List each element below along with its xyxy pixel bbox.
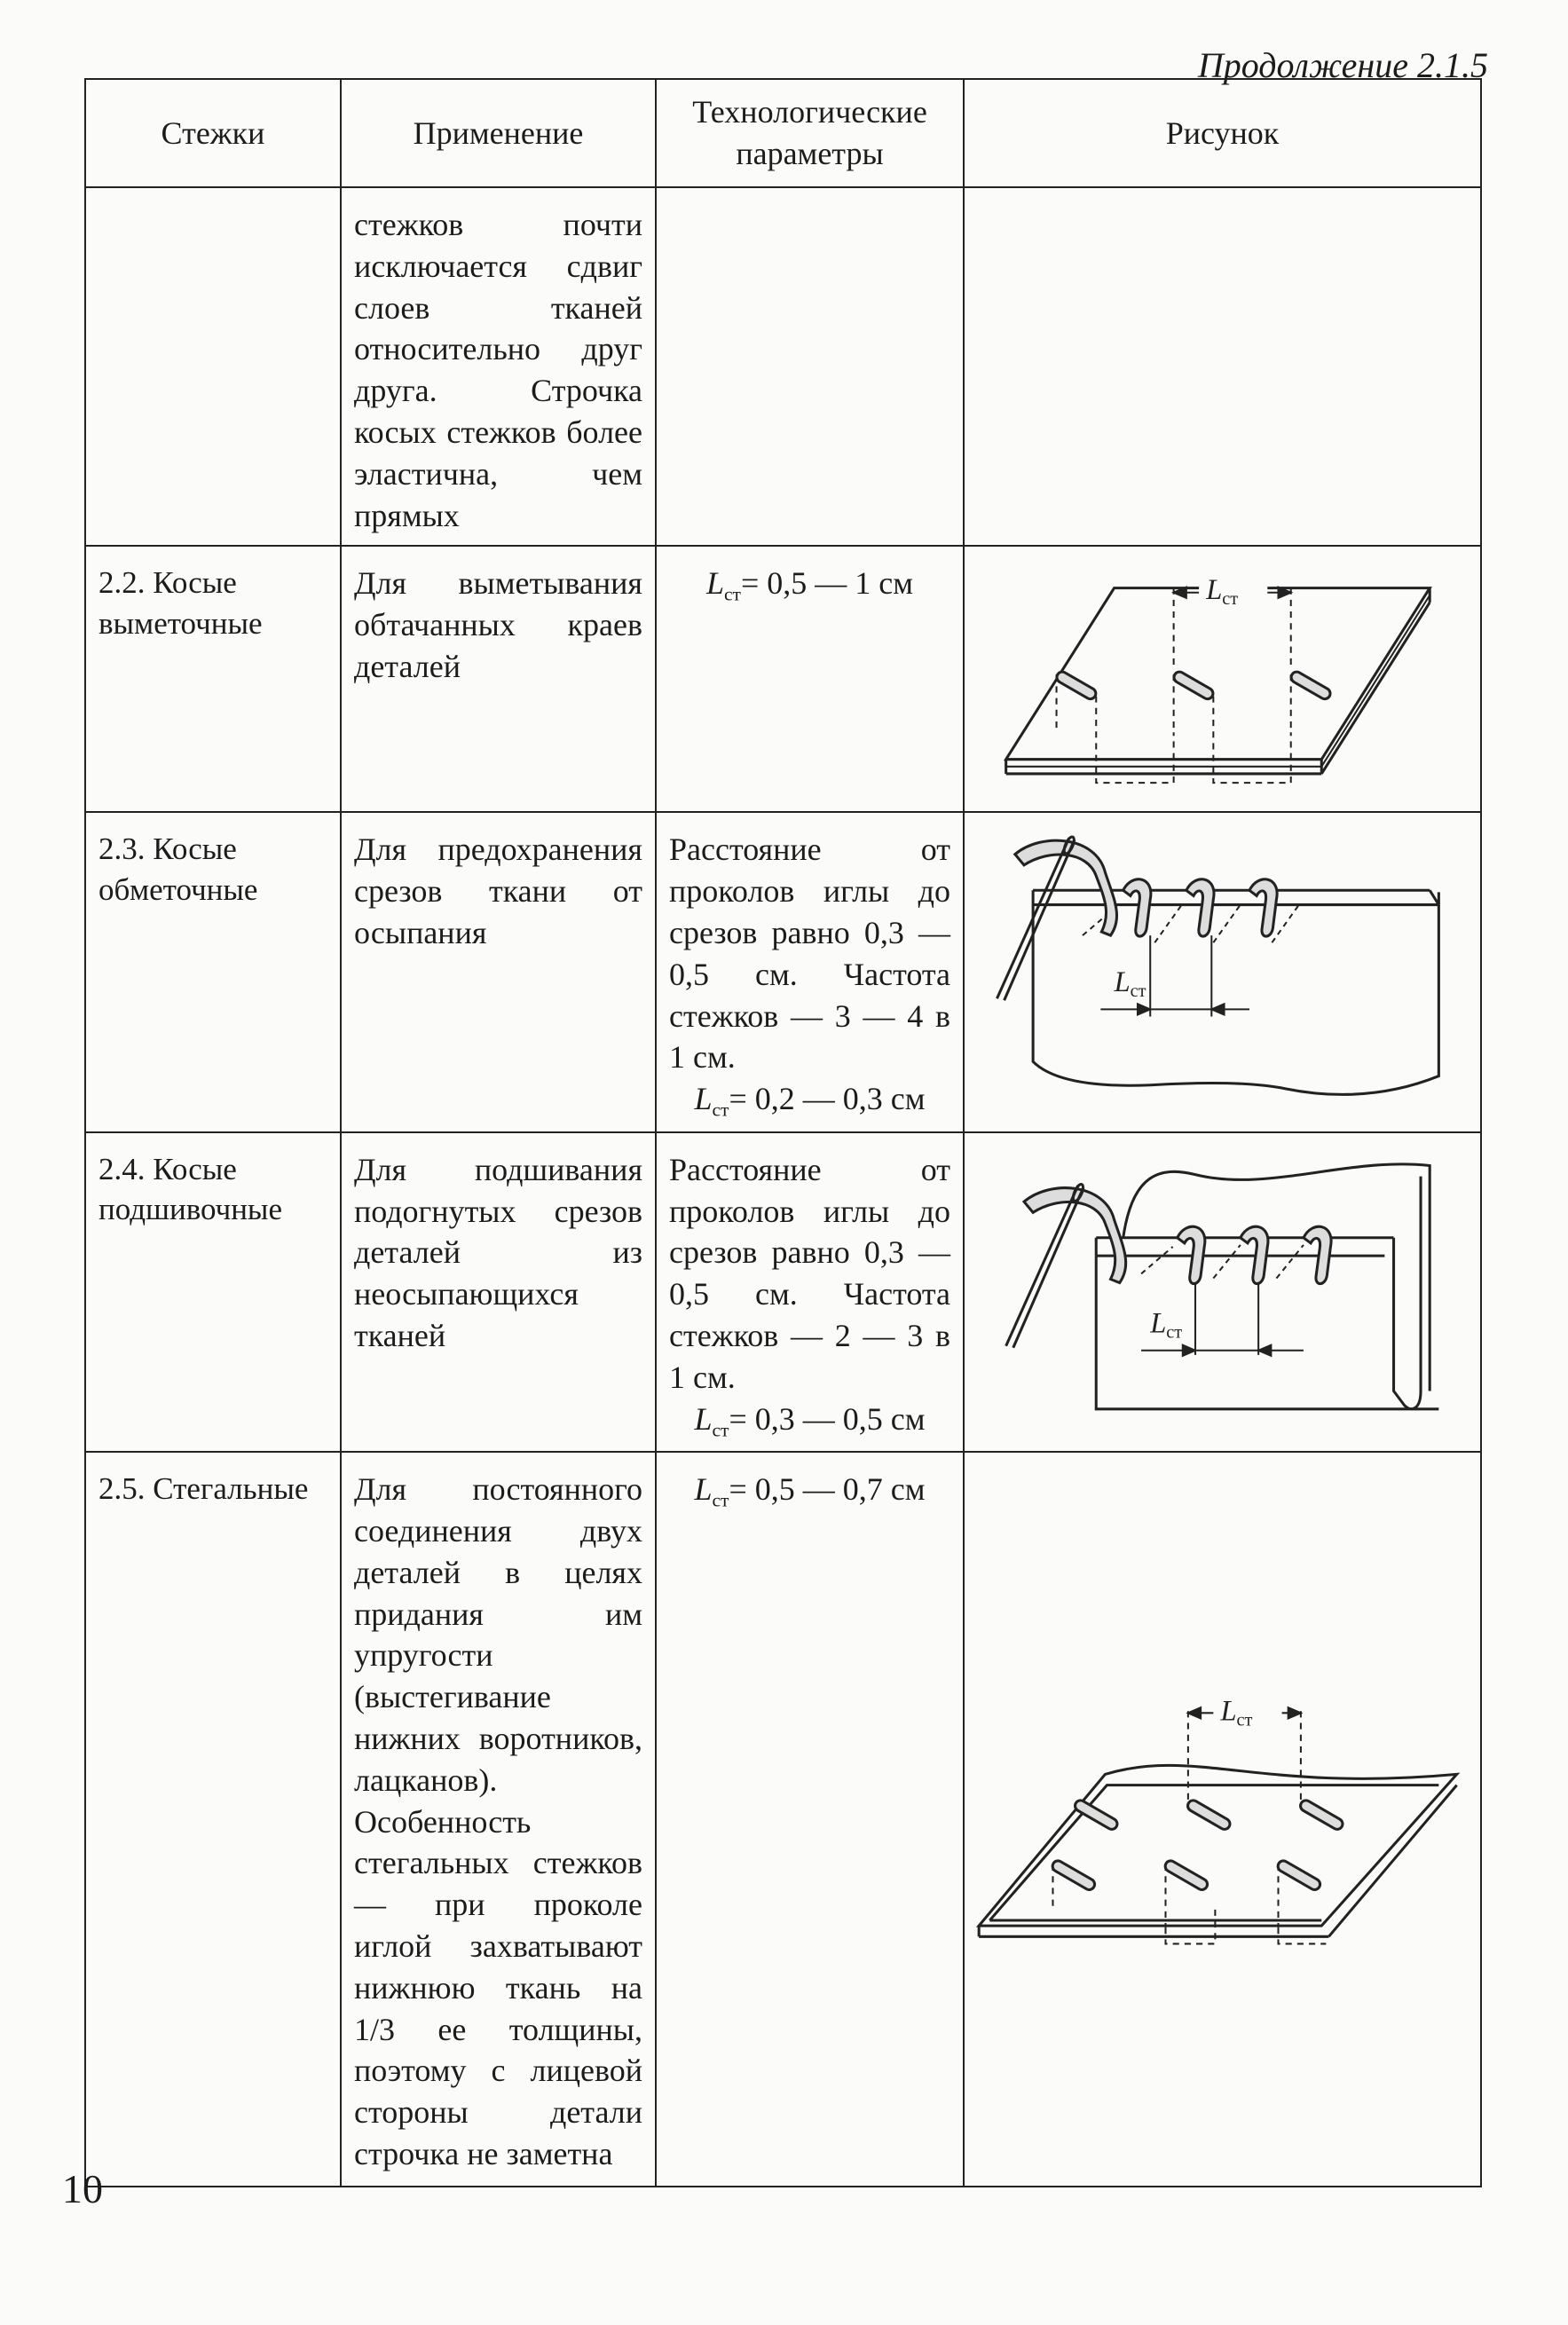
- table-header-row: [85, 79, 1481, 187]
- col-header-parameters: Технологические параметры: [656, 79, 964, 187]
- stitch-table: [84, 78, 1482, 2187]
- param-formula: $L_{ст}= 0,5$ — 0,7 см: [694, 1471, 926, 1511]
- stitch-figure: [964, 1132, 1481, 1452]
- overcast-stitch-diagram: [970, 818, 1475, 1107]
- param-formula: $L_{ст}= 0,5$ — 1 см: [705, 565, 914, 605]
- stitch-name: [85, 187, 341, 546]
- stitch-length-label: Lст: [1206, 574, 1239, 610]
- param-formula: $L_{ст}= 0,3$ — 0,5 см: [694, 1400, 926, 1441]
- table-row: [85, 1452, 1481, 2187]
- col-header-figure: Рисунок: [964, 79, 1481, 187]
- stitch-figure: [964, 546, 1481, 812]
- table-row: [85, 812, 1481, 1131]
- stitch-application: Для предохранения срезов ткани от осыпания: [341, 812, 656, 1131]
- padding-stitch-diagram: [970, 1639, 1475, 1964]
- stitch-params: [656, 812, 964, 1131]
- param-text: Расстояние от проколов иглы до срезов равно 0,3 — 0,5 см. Частота стежков — 3 — 4 в 1 см.: [669, 831, 950, 1076]
- continuation-label: Продолжение 2.1.5: [1197, 45, 1488, 85]
- page-number: 10: [62, 2166, 103, 2211]
- stitch-name: 2.3. Косые обметочные: [85, 812, 341, 1131]
- stitch-application: Для выметывания обтачанных краев деталей: [341, 546, 656, 812]
- stitch-params: [656, 546, 964, 812]
- hemming-stitch-diagram: [970, 1139, 1475, 1436]
- stitch-length-label: Lст: [1150, 1307, 1183, 1343]
- stitch-application: Для постоянного соединения двух деталей в целях придания им упругости (выстегивание нижних воротников, лацканов). Особенность стегальных стежков — при проколе иглой захватывают нижнюю ткань на 1/3 ее толщины, поэтому с лицевой стороны детали строчка не заметна: [341, 1452, 656, 2187]
- stitch-figure: [964, 812, 1481, 1131]
- stitch-application: стежков почти исключается сдвиг слоев тканей относительно друг друга. Строчка косых стежков более эластична, чем прямых: [341, 187, 656, 546]
- stitch-length-label: Lст: [1220, 1695, 1253, 1730]
- col-header-stitches: Стежки: [85, 79, 341, 187]
- stitch-length-label: Lст: [1114, 966, 1146, 1002]
- table-row: [85, 546, 1481, 812]
- stitch-application: Для подшивания подогнутых срезов деталей из неосыпающихся тканей: [341, 1132, 656, 1452]
- stitch-name: 2.5. Стегальные: [85, 1452, 341, 2187]
- stitch-params: [656, 1452, 964, 2187]
- stitch-figure: [964, 187, 1481, 546]
- col-header-application: Применение: [341, 79, 656, 187]
- table-row: [85, 1132, 1481, 1452]
- stitch-name: 2.2. Косые выметочные: [85, 546, 341, 812]
- basting-stitch-diagram: [970, 552, 1475, 795]
- stitch-params: [656, 187, 964, 546]
- table-row: [85, 187, 1481, 546]
- stitch-params: [656, 1132, 964, 1452]
- stitch-figure: [964, 1452, 1481, 2187]
- stitch-name: 2.4. Косые подшивочные: [85, 1132, 341, 1452]
- param-formula: $L_{ст}= 0,2$ — 0,3 см: [694, 1081, 926, 1121]
- param-text: Расстояние от проколов иглы до срезов равно 0,3 — 0,5 см. Частота стежков — 2 — 3 в 1 см.: [669, 1151, 950, 1395]
